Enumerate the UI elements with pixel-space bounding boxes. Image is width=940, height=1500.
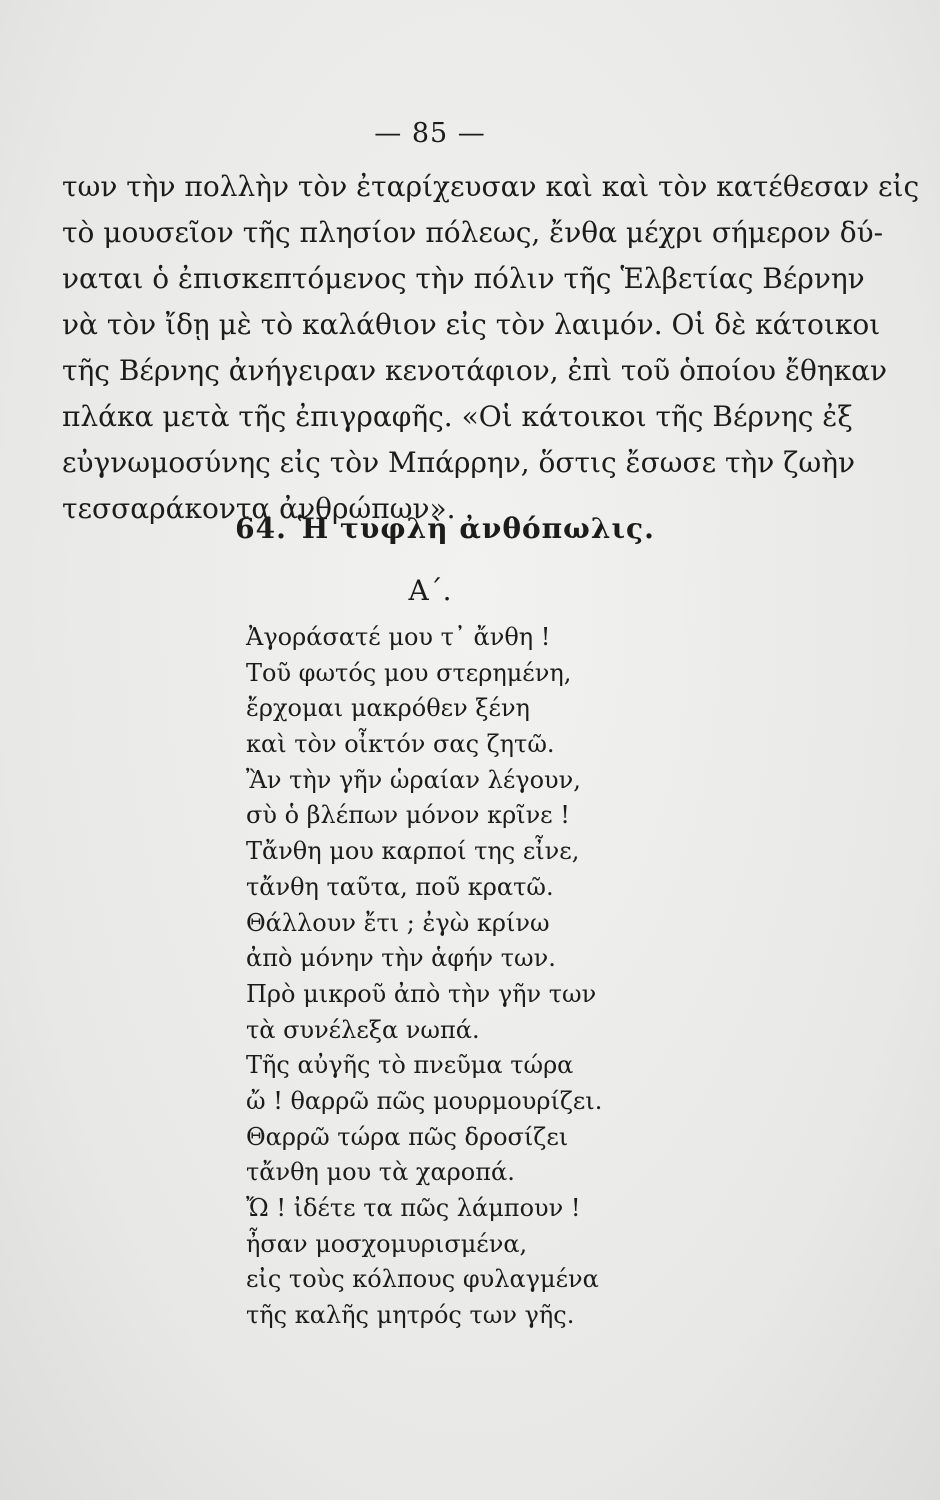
prose-line: ναται ὁ ἐπισκεπτόμενος τὴν πόλιν τῆς Ἑλβετίας Βέρνην xyxy=(62,262,865,295)
poem-line: τῆς καλῆς μητρός των γῆς. xyxy=(246,1301,575,1330)
poem-line: Τῆς αὐγῆς τὸ πνεῦμα τώρα xyxy=(246,1051,574,1080)
prose-line: τῆς Βέρνης ἀνήγειραν κενοτάφιον, ἐπὶ τοῦ ὁποίου ἔθηκαν xyxy=(62,354,888,387)
poem-line: σὺ ὁ βλέπων μόνον κρῖνε ! xyxy=(246,801,570,830)
page-number: — 85 — xyxy=(374,118,486,149)
poem-line: ἦσαν μοσχομυρισμένα, xyxy=(246,1229,528,1258)
poem-line: Θαρρῶ τώρα πῶς δροσίζει xyxy=(246,1122,569,1151)
part-marker: Α΄. xyxy=(408,574,452,607)
prose-line: πλάκα μετὰ τῆς ἐπιγραφῆς. «Οἱ κάτοικοι τῆς Βέρνης ἐξ xyxy=(62,400,853,433)
poem-line: τὰ συνέλεξα νωπά. xyxy=(246,1015,480,1044)
poem-line: καὶ τὸν οἶκτόν σας ζητῶ. xyxy=(246,730,555,759)
prose-line: τὸ μουσεῖον τῆς πλησίον πόλεως, ἔνθα μέχρι σήμερον δύ- xyxy=(62,216,884,249)
poem-line: Τοῦ φωτός μου στερημένη, xyxy=(246,658,572,687)
prose-line: των τὴν πολλὴν τὸν ἐταρίχευσαν καὶ καὶ τὸν κατέθεσαν εἰς xyxy=(62,170,920,203)
poem-line: Ὤ ! ἰδέτε τα πῶς λάμπουν ! xyxy=(246,1194,581,1222)
poem-line: τἄνθη μου τὰ χαροπά. xyxy=(246,1158,515,1187)
poem-line: Πρὸ μικροῦ ἀπὸ τὴν γῆν των xyxy=(246,979,597,1008)
poem-line: Ἂν τὴν γῆν ὡραίαν λέγουν, xyxy=(246,765,581,794)
poem-line: ἀπὸ μόνην τὴν ἁφήν των. xyxy=(246,944,556,973)
poem-line: εἰς τοὺς κόλπους φυλαγμένα xyxy=(246,1265,599,1294)
section-heading: 64. Ἡ τυφλὴ ἀνθόπωλις. xyxy=(235,512,655,545)
prose-line: εὐγνωμοσύνης εἰς τὸν Μπάρρην, ὅστις ἔσωσε τὴν ζωὴν xyxy=(62,446,856,479)
poem xyxy=(246,620,846,1334)
poem-line: τἄνθη ταῦτα, ποῦ κρατῶ. xyxy=(246,872,554,901)
poem-line: Θάλλουν ἔτι ; ἐγὼ κρίνω xyxy=(246,908,550,937)
poem-line: ὤ ! θαρρῶ πῶς μουρμουρίζει. xyxy=(246,1086,603,1115)
poem-line: Ἀγοράσατέ μου τ᾽ ἄνθη ! xyxy=(246,623,551,651)
prose-line: τεσσαράκοντα ἀνθρώπων». xyxy=(62,492,456,525)
poem-line: Τἄνθη μου καρποί της εἶνε, xyxy=(246,837,580,866)
prose-paragraph xyxy=(62,164,920,532)
poem-line: ἔρχομαι μακρόθεν ξένη xyxy=(246,694,530,723)
prose-line: νὰ τὸν ἴδῃ μὲ τὸ καλάθιον εἰς τὸν λαιμόν. Οἱ δὲ κάτοικοι xyxy=(62,308,881,341)
